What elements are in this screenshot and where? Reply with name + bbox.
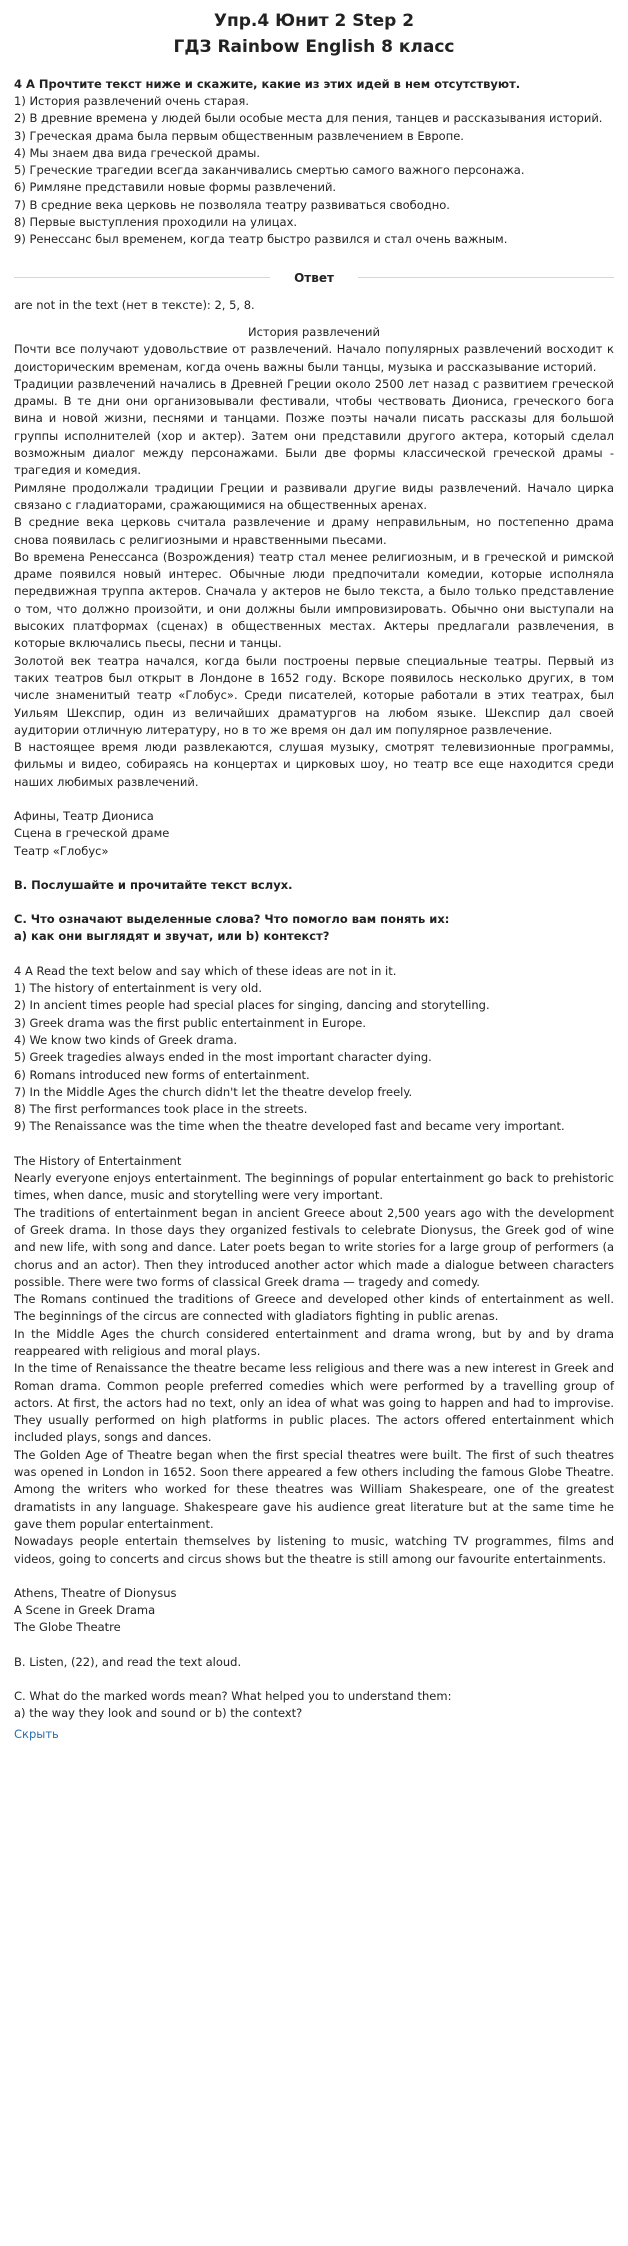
en-paragraph: The traditions of entertainment began in ancient Greece about 2,500 years ago with the development of Greek drama. In those days they organized festivals to celebrate Dionysus, the Greek god of wine and new life, with song and dance. Later poets began to write stories for a large group of performers (a chorus and an actor). Then they introduced another actor which made a dialogue between characters possible. There were two forms of classical Greek drama — tragedy and comedy.: [14, 1205, 614, 1289]
task-item: 1) История развлечений очень старая.: [14, 94, 249, 108]
page-title: [14, 8, 614, 60]
ru-paragraph: Почти все получают удовольствие от развлечений. Начало популярных развлечений восходит к доисторическим временам, когда очень важны были танцы, музыка и рассказывание историй.: [14, 342, 614, 374]
answer-divider: [14, 271, 614, 285]
divider-line: [358, 277, 614, 278]
ru-paragraph: Во времена Ренессанса (Возрождения) театр стал менее религиозным, и в греческой и римской драме появился новый интерес. Обычные люди предпочитали комедии, которые исполняла передвижная труппа актеров. Сначала у актеров не было текста, а было только представление о том, что должно произойти, и они должны были импровизировать. Обычно они выступали на высоких платформах (сценах) в общественных местах. Актеры предлагали развлечения, в которые включались пьесы, песни и танцы.: [14, 549, 614, 651]
en-task-item: 3) Greek drama was the first public entertainment in Europe.: [14, 1015, 366, 1030]
task-item: 3) Греческая драма была первым общественным развлечением в Европе.: [14, 128, 464, 143]
task-item: 9) Ренессанс был временем, когда театр быстро развился и стал очень важным.: [14, 232, 508, 247]
ru-paragraph: Римляне продолжали традиции Греции и развивали другие виды развлечений. Начало цирка связано с гладиаторами, сражающимися на общественных аренах.: [14, 480, 614, 512]
en-paragraph: The Golden Age of Theatre began when the first special theatres were built. The first of such theatres was opened in London in 1652. Soon there appeared a few others including the famous Globe Theatre. Among the writers who worked for these theatres was William Shakespeare, one of the greatest dramatists in any language. Shakespeare gave his audience great literature but at the same time he gave them popular entertainment.: [14, 1447, 614, 1531]
en-task-item: 2) In ancient times people had special places for singing, dancing and storytelling.: [14, 998, 490, 1013]
page-title-line1: Упр.4 Юнит 2 Step 2: [213, 11, 415, 31]
ru-paragraph: В средние века церковь считала развлечение и драму неправильным, но постепенно драма снова появилась с религиозными и нравственными пьесами.: [14, 515, 614, 547]
answer-result: are not in the text (нет в тексте): 2, 5, 8.: [14, 297, 255, 312]
en-task-item: 6) Romans introduced new forms of entertainment.: [14, 1067, 310, 1082]
task-item: 5) Греческие трагедии всегда заканчивались смертью самого важного персонажа.: [14, 163, 525, 178]
task-item: 4) Мы знаем два вида греческой драмы.: [14, 145, 260, 160]
en-paragraph: In the Middle Ages the church considered entertainment and drama wrong, but by and by drama reappeared with religious and moral plays.: [14, 1326, 614, 1358]
ru-caption: Театр «Глобус»: [14, 843, 109, 858]
answer-block: [14, 297, 614, 1743]
en-task-list: [14, 980, 614, 1136]
en-task-item: 4) We know two kinds of Greek drama.: [14, 1032, 238, 1047]
en-task-item: 7) In the Middle Ages the church didn't let the theatre develop freely.: [14, 1084, 413, 1099]
ru-caption: Сцена в греческой драме: [14, 826, 170, 841]
task-item: 8) Первые выступления проходили на улицах.: [14, 215, 298, 230]
en-paragraph: Nowadays people entertain themselves by listening to music, watching TV programmes, films and videos, going to concerts and circus shows but the theatre is still among our favourite entertainments.: [14, 1534, 614, 1566]
ru-task-c-line2: а) как они выглядят и звучат, или b) контекст?: [14, 929, 330, 944]
en-caption: The Globe Theatre: [14, 1620, 121, 1635]
en-task-item: 8) The first performances took place in the streets.: [14, 1102, 308, 1117]
page: [14, 0, 614, 1743]
task-heading: 4 А Прочтите текст ниже и скажите, какие из этих идей в нем отсутствуют.: [14, 77, 521, 91]
en-text-title: The History of Entertainment: [14, 1153, 182, 1168]
ru-paragraph: Золотой век театра начался, когда были построены первые специальные театры. Первый из таких театров был открыт в Лондоне в 1652 году. Вскоре появилось несколько других, в том числе знаменитый театр «Глобус». Среди писателей, которые работали в этих театрах, был Уильям Шекспир, один из величайших драматургов на любом языке. Шекспир дал своей аудитории отличную литературу, но в то же время он дал им популярное развлечение.: [14, 653, 614, 737]
divider-line: [14, 277, 270, 278]
ru-caption: Афины, Театр Диониса: [14, 808, 154, 823]
en-paragraph: In the time of Renaissance the theatre became less religious and there was a new interest in Greek and Roman drama. Common people preferred comedies which were performed by a travelling group of actors. At first, the actors had no text, only an idea of what was going to happen and had to improvise. They usually performed on high platforms in public places. The actors offered entertainment which included plays, songs and dances.: [14, 1361, 614, 1445]
task-list: [14, 93, 614, 249]
en-paragraph: The Romans continued the traditions of Greece and developed other kinds of entertainment as well. The beginnings of the circus are connected with gladiators fighting in public arenas.: [14, 1292, 614, 1324]
ru-paragraph: Традиции развлечений начались в Древней Греции около 2500 лет назад с развитием греческой драмы. В те дни они организовывали фестивали, чтобы чествовать Диониса, греческого бога вина и новой жизни, песнями и танцами. Позже поэты начали писать рассказы для большой группы исполнителей (хор и актер). Затем они представили другого актера, который сделал возможным диалог между персонажами. Были две формы классической греческой драмы - трагедия и комедия.: [14, 376, 614, 478]
en-task-item: 1) The history of entertainment is very old.: [14, 981, 262, 996]
en-task-item: 5) Greek tragedies always ended in the most important character dying.: [14, 1050, 432, 1065]
task-item: 2) В древние времена у людей были особые места для пения, танцев и рассказывания историй.: [14, 111, 603, 126]
ru-paragraph: В настоящее время люди развлекаются, слушая музыку, смотрят телевизионные программы, фильмы и видео, собираясь на концертах и цирковых шоу, но театр все еще находится среди наших любимых развлечений.: [14, 740, 614, 789]
en-caption: A Scene in Greek Drama: [14, 1603, 156, 1618]
en-paragraph: Nearly everyone enjoys entertainment. The beginnings of popular entertainment go back to prehistoric times, when dance, music and storytelling were very important.: [14, 1171, 614, 1203]
en-task-c-line1: C. What do the marked words mean? What helped you to understand them:: [14, 1689, 452, 1704]
ru-task-c-line1: C. Что означают выделенные слова? Что помогло вам понять их:: [14, 912, 450, 927]
answer-label: Ответ: [294, 270, 334, 285]
en-task-b: B. Listen, (22), and read the text aloud.: [14, 1654, 242, 1669]
en-caption: Athens, Theatre of Dionysus: [14, 1585, 177, 1600]
hide-answer-link[interactable]: Скрыть: [14, 1726, 59, 1741]
task-item: 7) В средние века церковь не позволяла театру развиваться свободно.: [14, 197, 450, 212]
en-task-c-line2: a) the way they look and sound or b) the context?: [14, 1706, 303, 1721]
task-item: 6) Римляне представили новые формы развлечений.: [14, 180, 337, 195]
ru-text-title: История развлечений: [247, 324, 380, 339]
ru-task-b: B. Послушайте и прочитайте текст вслух.: [14, 877, 293, 892]
en-task-heading: 4 A Read the text below and say which of these ideas are not in it.: [14, 963, 397, 978]
en-task-item: 9) The Renaissance was the time when the theatre developed fast and became very important.: [14, 1119, 565, 1134]
page-title-line2: ГДЗ Rainbow English 8 класс: [173, 37, 455, 57]
